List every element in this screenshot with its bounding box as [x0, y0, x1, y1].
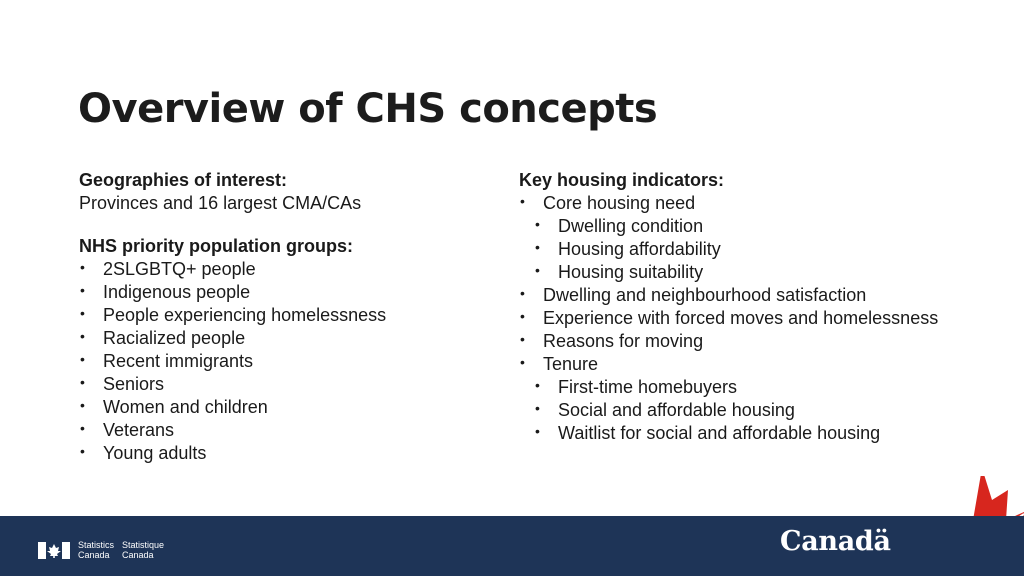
- core-need-sublist: [534, 215, 999, 284]
- list-item: • Dwelling condition: [534, 215, 999, 238]
- agency-name-french: [122, 540, 164, 560]
- agency-fr-line2: Canada: [122, 550, 154, 560]
- geographies-heading: Geographies of interest:: [79, 170, 288, 190]
- agency-en-line1: Statistics: [78, 540, 115, 550]
- list-item: • First-time homebuyers: [534, 376, 999, 399]
- list-item: • Dwelling and neighbourhood satisfaction: [519, 284, 999, 307]
- agency-name-english: [78, 540, 114, 560]
- list-item: • Young adults: [79, 442, 499, 465]
- list-item: • Experience with forced moves and homelessness: [519, 307, 999, 330]
- geographies-text: Provinces and 16 largest CMA/CAs: [79, 193, 362, 213]
- slide-title: Overview of CHS concepts: [78, 86, 658, 132]
- list-item: • Waitlist for social and affordable housing: [534, 422, 999, 445]
- housing-indicators-list-continued: [519, 284, 999, 376]
- list-item: • Recent immigrants: [79, 350, 499, 373]
- agency-fr-line1: Statistique: [122, 540, 165, 550]
- list-item: • Seniors: [79, 373, 499, 396]
- list-item: • Housing suitability: [534, 261, 999, 284]
- list-item: • Social and affordable housing: [534, 399, 999, 422]
- housing-indicators-heading: Key housing indicators:: [519, 170, 725, 190]
- list-item: • Veterans: [79, 419, 499, 442]
- housing-indicators-list: [519, 192, 999, 215]
- right-column: [519, 169, 999, 445]
- list-item: • Women and children: [79, 396, 499, 419]
- canada-flag-icon: [38, 542, 70, 559]
- list-item: • 2SLGBTQ+ people: [79, 258, 499, 281]
- left-column: [79, 169, 499, 465]
- list-item-tenure: • Tenure: [519, 353, 999, 376]
- statcan-signature: [38, 540, 164, 560]
- canada-wordmark: Canadä: [780, 526, 891, 557]
- spacer: [79, 215, 499, 235]
- list-item: • People experiencing homelessness: [79, 304, 499, 327]
- tenure-sublist: [534, 376, 999, 445]
- list-item: • Indigenous people: [79, 281, 499, 304]
- list-item: • Housing affordability: [534, 238, 999, 261]
- agency-en-line2: Canada: [78, 550, 110, 560]
- priority-groups-list: [79, 258, 499, 465]
- list-item: • Racialized people: [79, 327, 499, 350]
- list-item: • Reasons for moving: [519, 330, 999, 353]
- list-item-core-housing-need: • Core housing need: [519, 192, 999, 215]
- priority-groups-heading: NHS priority population groups:: [79, 236, 353, 256]
